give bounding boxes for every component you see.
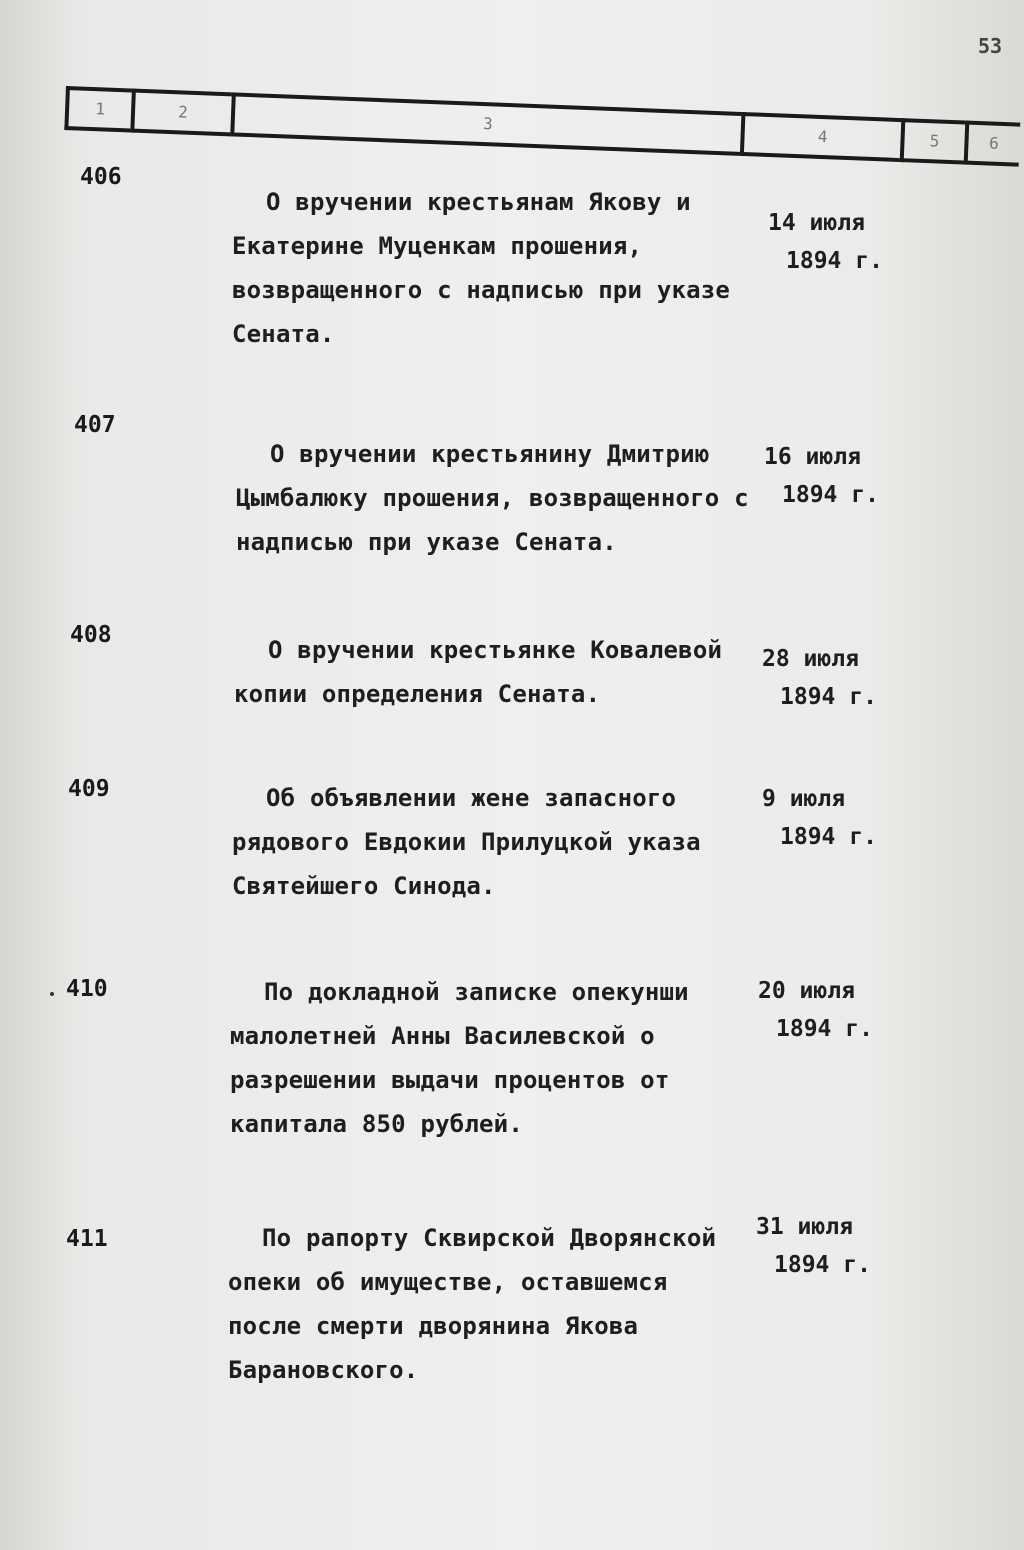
entry-text: О вручении крестьянам Якову и Екатерине Муценкам прошения, возвращенного с надписью при указе Сената.	[232, 188, 731, 348]
entry-date	[758, 972, 898, 1048]
entry-date-day: 16 июля	[764, 444, 861, 470]
entry-date	[762, 640, 902, 716]
entry-date-year: 1894 г.	[774, 1252, 871, 1278]
header-column-1: 1	[64, 86, 132, 133]
entry-date-year: 1894 г.	[776, 1016, 873, 1042]
entry-number: 411	[66, 1226, 108, 1252]
table-header	[64, 86, 1020, 171]
entry-number: 407	[74, 412, 116, 438]
entry-date-day: 31 июля	[756, 1214, 853, 1240]
entry-date-day: 14 июля	[768, 210, 865, 236]
entry-text: О вручении крестьянину Дмитрию Цымбалюку прошения, возвращенного с надписью при указе Сената.	[236, 440, 749, 556]
entry-text: По рапорту Сквирской Дворянской опеки об имуществе, оставшемся после смерти дворянина Якова Барановского.	[228, 1224, 717, 1384]
entry-number: 409	[68, 776, 110, 802]
entry-date-year: 1894 г.	[780, 684, 877, 710]
entry-number: 406	[80, 164, 122, 190]
entry-date-year: 1894 г.	[780, 824, 877, 850]
entry-date	[768, 204, 908, 280]
entry-text: О вручении крестьянке Ковалевой копии определения Сената.	[234, 636, 723, 708]
entry-date	[756, 1208, 896, 1284]
header-column-4: 4	[740, 112, 902, 162]
header-column-3: 3	[230, 92, 741, 156]
entry-text: По докладной записке опекунши малолетней Анны Василевской о разрешении выдачи процентов от капитала 850 рублей.	[230, 978, 689, 1138]
entry-date-day: 20 июля	[758, 978, 855, 1004]
entry-date-day: 9 июля	[762, 786, 846, 812]
entry-text: Об объявлении жене запасного рядового Евдокии Прилуцкой указа Святейшего Синода.	[232, 784, 701, 900]
margin-dot	[50, 992, 54, 996]
entry-date-year: 1894 г.	[786, 248, 883, 274]
entry-date-year: 1894 г.	[782, 482, 879, 508]
entry-number: 410	[66, 976, 108, 1002]
header-column-6: 6	[964, 121, 1021, 167]
entry-date	[764, 438, 904, 514]
header-column-5: 5	[900, 118, 966, 164]
entry-number: 408	[70, 622, 112, 648]
header-column-2: 2	[130, 89, 232, 137]
entry-date-day: 28 июля	[762, 646, 859, 672]
page-number: 53	[978, 34, 1003, 58]
entry-date	[762, 780, 902, 856]
